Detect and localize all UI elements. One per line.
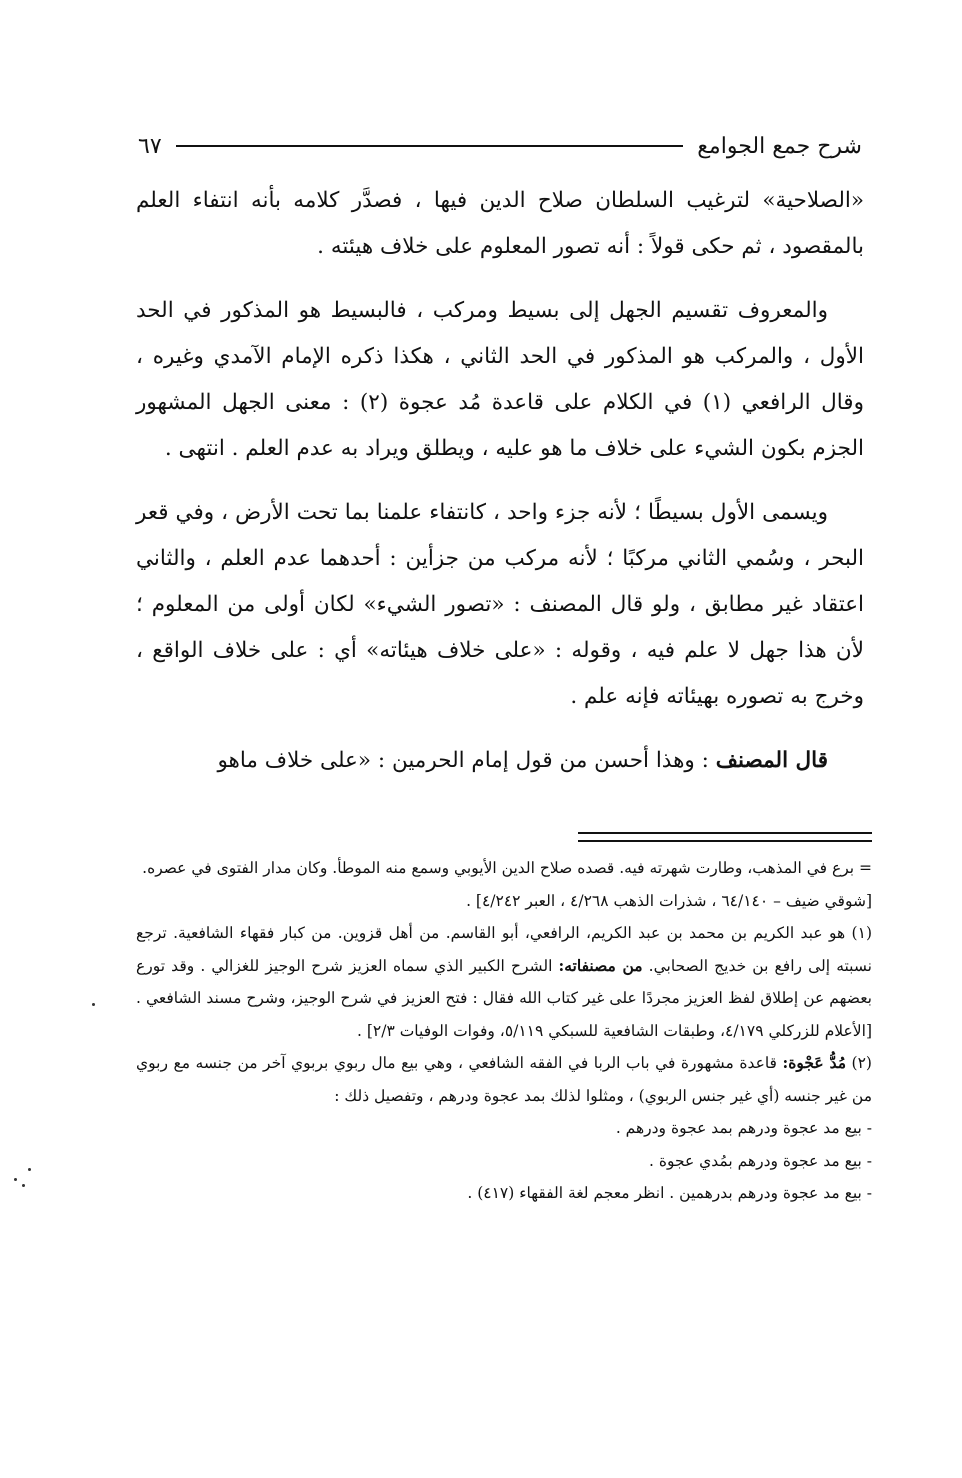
page-number: ٦٧ [138, 133, 162, 159]
footnote-1-text-b: الشرح الكبير الذي سماه العزيز شرح الوجيز للغزالي . وقد تورع بعضهم عن إطلاق لفظ العزيز مجردًا على غير كتاب الله فقال : فتح العزيز في شرح الوجيز، وشرح مسند الشافعي .[الأعلام للزركلي ٤/١٧٩، وطبقات الشافعية للسبكي ٥/١١٩، وفوات الوفيات ٢/٣] . [136, 956, 872, 1040]
footnote-2 [136, 1047, 872, 1112]
footnote-1 [136, 917, 872, 1047]
footnote-1-label: من مصنفاته: [558, 955, 643, 975]
paragraph-3: ويسمى الأول بسيطًا ؛ لأنه جزء واحد ، كانتفاء علمنا بما تحت الأرض ، وفي قعر البحر ، وسُمي الثاني مركبًا ؛ لأنه مركب من جزأين : أحدهما عدم العلم ، والثاني اعتقاد غير مطابق ، ولو قال المصنف : «تصور الشيء» لكان أولى من المعلوم ؛ لأن هذا جهل لا علم فيه ، وقوله : «على خلاف هيئاته» أي : على خلاف الواقع ، وخرج به تصوره بهيئاته فإنه علم . [136, 500, 864, 709]
scan-speck [22, 1184, 25, 1187]
paragraph-2: والمعروف تقسيم الجهل إلى بسيط ومركب ، فالبسيط هو المذكور في الحد الأول ، والمركب هو المذكور في الحد الثاني ، هكذا ذكره الإمام الآمدي وغيره ، وقال الرافعي (١) في الكلام على قاعدة مُد عجوة (٢) : معنى الجهل المشهور الجزم بكون الشيء على خلاف ما هو عليه ، ويطلق ويراد به عدم العلم . انتهى . [136, 298, 864, 461]
header-rule [176, 145, 684, 147]
footnote-1-text-a: (١) هو عبد الكريم بن محمد بن عبد الكريم، الرافعي، أبو القاسم. من أهل قزوين. من كبار فقهاء الشافعية. ترجع نسبته إلى رافع بن خديج الصحابي. [136, 924, 872, 975]
paragraph-4 [136, 738, 864, 784]
footnote-2-bullet-1: - بيع مد عجوة ودرهم بمد عجوة ودرهم . [615, 1119, 872, 1137]
footnote-2-text: قاعدة مشهورة في باب الربا في الفقه الشافعي ، وهي بيع مال ربوي بربوي آخر من جنسه مع ربوي من غير جنسه (أي غير جنس الربوي) ، ومثلوا لذلك بمد عجوة ودرهم ، وتفصيل ذلك : [136, 1054, 872, 1105]
footnote-continuation: = برع في المذهب، وطارت شهرته فيه. قصده صلاح الدين الأيوبي وسمع منه الموطأ. وكان مدار الفتوى في عصره. [142, 859, 872, 877]
footnotes [136, 852, 872, 1210]
paragraph-4-text: : وهذا أحسن من قول إمام الحرمين : «على خلاف ماهو [217, 748, 716, 773]
footnote-2-bullet-3: - بيع مد عجوة ودرهم بدرهمين . انظر معجم لغة الفقهاء (٤١٧) . [467, 1184, 872, 1202]
running-title: شرح جمع الجوامع [697, 133, 862, 159]
footnote-2-number: (٢) [846, 1054, 872, 1072]
scan-speck [28, 1168, 31, 1171]
page-header [138, 126, 862, 166]
footnote-2-bullet-2: - بيع مد عجوة ودرهم بمُدي عجوة . [648, 1151, 872, 1170]
scan-speck [92, 1003, 95, 1006]
scan-speck [14, 1178, 17, 1181]
footnote-2-label: مُدُّ عَجْوة: [782, 1053, 847, 1072]
footnote-separator [578, 832, 872, 842]
main-text [136, 178, 864, 784]
author-said-label: قال المصنف [715, 748, 828, 773]
footnote-continuation-ref: [شوقي ضيف – ٦٤/١٤٠ ، شذرات الذهب ٤/٢٦٨ ، العبر ٤/٢٤٢] . [466, 891, 872, 910]
paragraph-1: «الصلاحية» لترغيب السلطان صلاح الدين فيها ، فصدَّر كلامه بأنه انتفاء العلم بالمقصود ، ثم حكى قولاً : أنه تصور المعلوم على خلاف هيئته . [136, 188, 864, 259]
